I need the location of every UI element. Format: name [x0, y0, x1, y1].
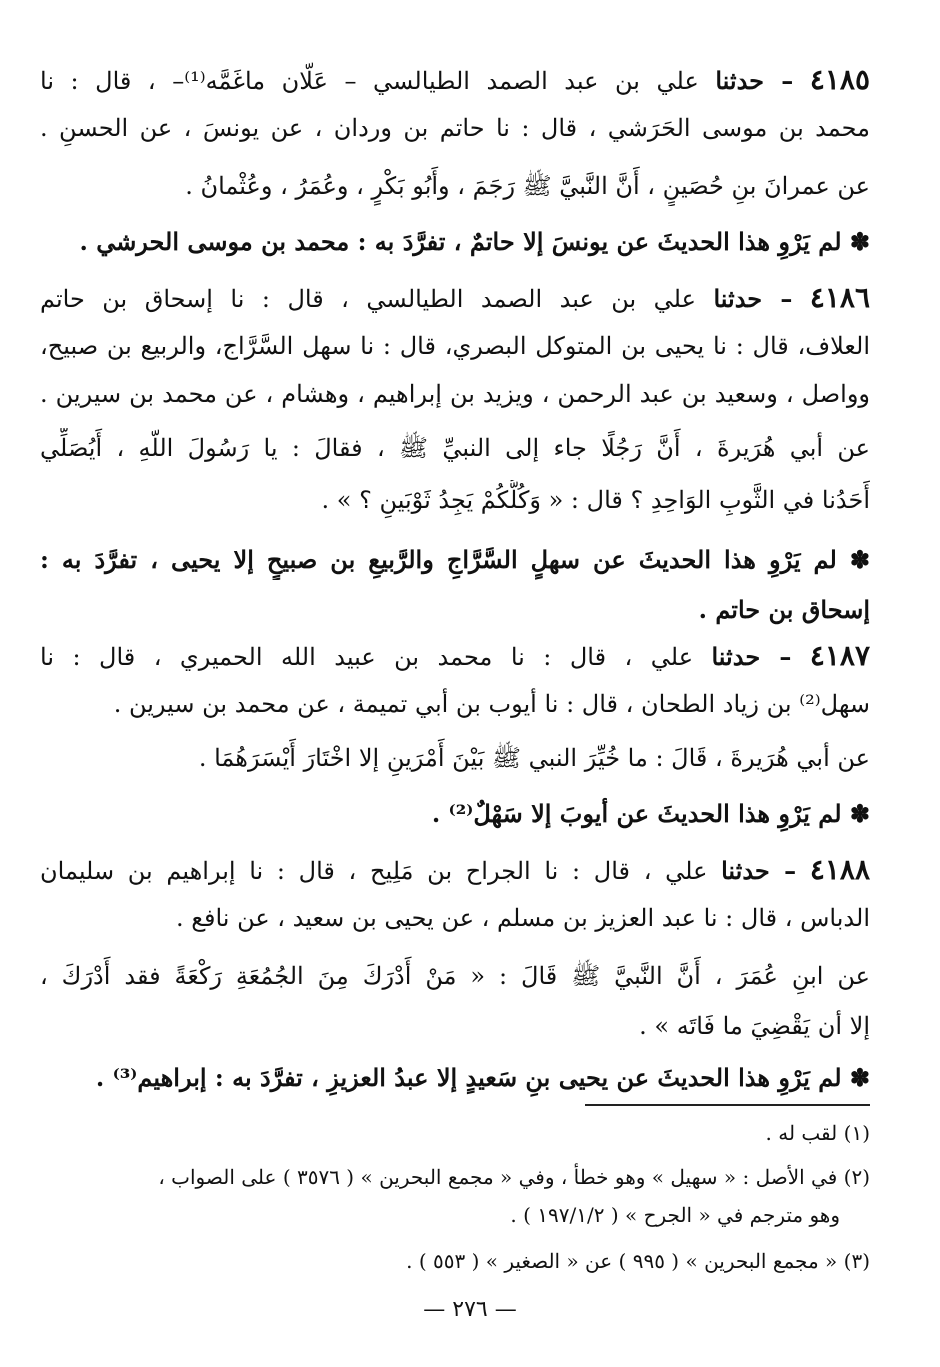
- hadith-opening: – حدثنا: [713, 284, 793, 313]
- entry-4186-line-2: العلاف، قال : نا يحيى بن المتوكل البصري، قال : نا سهل السَّرَّاج، والربيع بن صبيح،: [40, 332, 870, 360]
- isnad-text: علي بن عبد الصمد الطيالسي ، قال : نا إسحاق بن حاتم: [40, 285, 696, 313]
- hadith-number: ٤١٨٨: [809, 853, 870, 886]
- entry-4188-line-2: الدباس ، قال : نا عبد العزيز بن مسلم ، عن يحيى بن سعيد ، عن نافع .: [175, 904, 870, 932]
- entry-4185-matn: عن عمرانَ بنِ حُصَينٍ ، أَنَّ النَّبيَّ ﷺ رَجَمَ ، وأَبُو بَكْرٍ ، وعُمَرُ ، وعُثْمانُ .: [185, 172, 870, 200]
- entry-4187-line-1: [40, 636, 870, 677]
- hadith-opening: – حدثنا: [721, 856, 797, 885]
- entry-4186-remark-2: إسحاق بن حاتم .: [698, 595, 870, 624]
- hadith-number: ٤١٨٧: [809, 639, 870, 672]
- footnote-2: (٢) في الأصل : « سهيل » وهو خطأ ، وفي « مجمع البحرين » ( ٣٥٧٦ ) على الصواب ،: [158, 1165, 870, 1189]
- entry-4186-line-3: وواصل ، وسعيد بن عبد الرحمن ، ويزيد بن إبراهيم ، وهشام ، عن محمد بن سيرين .: [40, 380, 870, 408]
- entry-4186-line-1: [40, 278, 870, 319]
- entry-4187-remark: ✽ لم يَرْوِ هذا الحديثَ عن أيوبَ إلا سَهْلٌ⁽²⁾ .: [431, 799, 870, 828]
- page-number: — ٢٧٦ —: [423, 1297, 517, 1322]
- entry-4185-remark: ✽ لم يَرْوِ هذا الحديثَ عن يونسَ إلا حاتمٌ ، تفرَّدَ به : محمد بن موسى الحرشي .: [79, 227, 870, 256]
- isnad-text: علي ، قال : نا محمد بن عبيد الله الحميري ، قال : نا: [40, 643, 694, 671]
- hadith-number: ٤١٨٥: [809, 63, 870, 96]
- entry-4186-matn-1: عن أبي هُرَيرةَ ، أَنَّ رَجُلًا جاء إلى النبيِّ ﷺ ، فقالَ : يا رَسُولَ اللّهِ ، أَيُصَلِّي: [40, 434, 870, 462]
- isnad-text: علي بن عبد الصمد الطيالسي – عَلّان ماغَمَّه⁽¹⁾– ، قال : نا: [40, 67, 699, 95]
- footnote-2-continued: وهو مترجم في « الجرح » ( ١٩٧/١/٢ ) .: [510, 1203, 840, 1227]
- entry-4186-matn-2: أَحَدُنا في الثَّوبِ الوَاحِدِ ؟ قال : « وَكُلُّكُمْ يَجِدُ ثَوْبَينِ ؟ » .: [321, 486, 870, 514]
- hadith-number: ٤١٨٦: [809, 281, 870, 314]
- entry-4187-matn: عن أبي هُرَيرةَ ، قَالَ : ما خُيِّرَ النبي ﷺ بَيْنَ أَمْرَينِ إلا اخْتَارَ أَيْسَرَهُمَا .: [198, 744, 870, 772]
- footnote-3: (٣) « مجمع البحرين » ( ٩٩٥ ) عن « الصغير » ( ٥٥٣ ) .: [406, 1249, 870, 1273]
- isnad-text: علي ، قال : نا الجراح بن مَلِيح ، قال : نا إبراهيم بن سليمان: [40, 857, 708, 885]
- footnote-divider: [585, 1104, 870, 1106]
- entry-4185-line-2: محمد بن موسى الحَرَشي ، قال : نا حاتم بن وردان ، عن يونسَ ، عن الحسنِ .: [40, 114, 870, 142]
- entry-4186-remark-1: ✽ لم يَرْوِ هذا الحديثَ عن سهلٍ السَّرَّاجِ والرَّبيعِ بن صبيحٍ إلا يحيى ، تفرَّدَ به :: [40, 545, 870, 574]
- hadith-opening: – حدثنا: [715, 66, 794, 95]
- entry-4187-line-2: سهل⁽²⁾ بن زياد الطحان ، قال : نا أيوب بن أبي تميمة ، عن محمد بن سيرين .: [113, 690, 870, 718]
- footnote-1: (١) لقب له .: [765, 1121, 870, 1145]
- entry-4188-matn-2: إلا أن يَقْضِيَ ما فَاتَه » .: [639, 1012, 870, 1040]
- entry-4188-line-1: [40, 850, 870, 891]
- entry-4188-remark: ✽ لم يَرْوِ هذا الحديثَ عن يحيى بنِ سَعيدٍ إلا عبدُ العزيزِ ، تفرَّدَ به : إبراهيم⁽³⁾ .: [95, 1063, 870, 1092]
- entry-4185-line-1: [40, 60, 870, 101]
- hadith-opening: – حدثنا: [711, 642, 792, 671]
- entry-4188-matn-1: عن ابنِ عُمَرَ ، أَنَّ النَّبيَّ ﷺ قَالَ : « مَنْ أَدْرَكَ مِنَ الجُمُعَةِ رَكْعَةً فقد أَدْرَكَ ،: [40, 962, 870, 990]
